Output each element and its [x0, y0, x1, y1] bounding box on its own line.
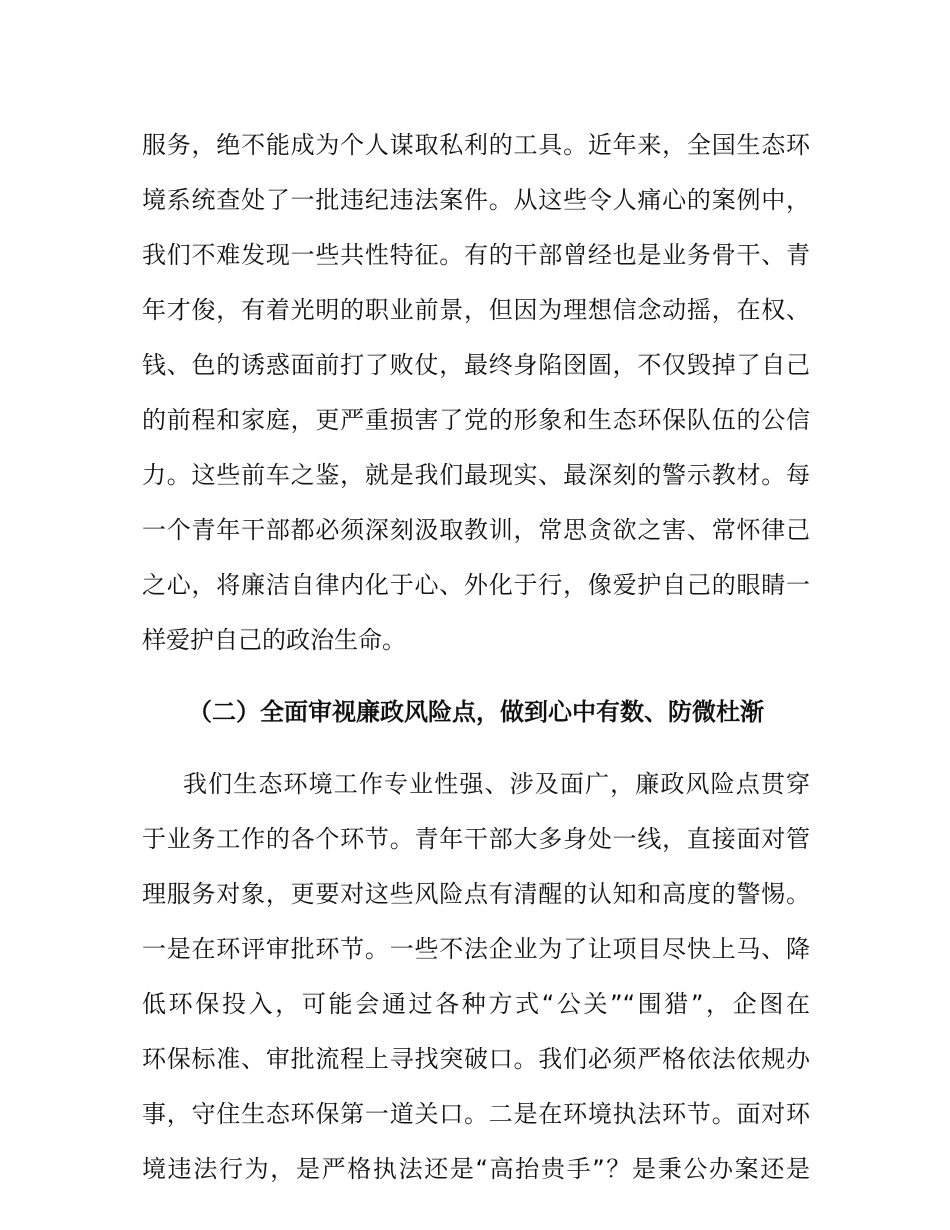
text-line: 境系统查处了一批违纪违法案件。从这些令人痛心的案例中， [142, 186, 810, 214]
text-line: 样爱护自己的政治生命。 [142, 626, 406, 654]
text-line: 我们不难发现一些共性特征。有的干部曾经也是业务骨干、青 [142, 241, 810, 269]
text-line: 力。这些前车之鉴，就是我们最现实、最深刻的警示教材。每 [142, 461, 810, 489]
text-line: 年才俊，有着光明的职业前景，但因为理想信念动摇，在权、 [142, 296, 810, 324]
paragraph-2 [142, 757, 810, 1197]
text-line: 理服务对象，更要对这些风险点有清醒的认知和高度的警惕。 [142, 880, 810, 908]
text-line: 钱、色的诱惑面前打了败仗，最终身陷囹圄，不仅毁掉了自己 [142, 351, 810, 379]
text-line: 一个青年干部都必须深刻汲取教训，常思贪欲之害、常怀律己 [142, 516, 810, 544]
paragraph-1 [142, 118, 810, 668]
text-line: 低环保投入，可能会通过各种方式“公关”“围猎”，企图在 [142, 990, 810, 1018]
text-line: 服务，绝不能成为个人谋取私利的工具。近年来，全国生态环 [142, 131, 810, 159]
text-line: 事，守住生态环保第一道关口。二是在环境执法环节。面对环 [142, 1100, 810, 1128]
text-line: 之心，将廉洁自律内化于心、外化于行，像爱护自己的眼睛一 [142, 571, 810, 599]
text-line: 环保标准、审批流程上寻找突破口。我们必须严格依法依规办 [142, 1045, 810, 1073]
text-line: 于业务工作的各个环节。青年干部大多身处一线，直接面对管 [142, 825, 810, 853]
text-line: 一是在环评审批环节。一些不法企业为了让项目尽快上马、降 [142, 935, 810, 963]
document-page [142, 118, 810, 1197]
text-line: 我们生态环境工作专业性强、涉及面广，廉政风险点贯穿 [183, 770, 810, 798]
text-line: 境违法行为，是严格执法还是“高抬贵手”？是秉公办案还是 [142, 1155, 810, 1183]
text-line: 的前程和家庭，更严重损害了党的形象和生态环保队伍的公信 [142, 406, 810, 434]
section-heading: （二）全面审视廉政风险点，做到心中有数、防微杜渐 [188, 698, 764, 726]
